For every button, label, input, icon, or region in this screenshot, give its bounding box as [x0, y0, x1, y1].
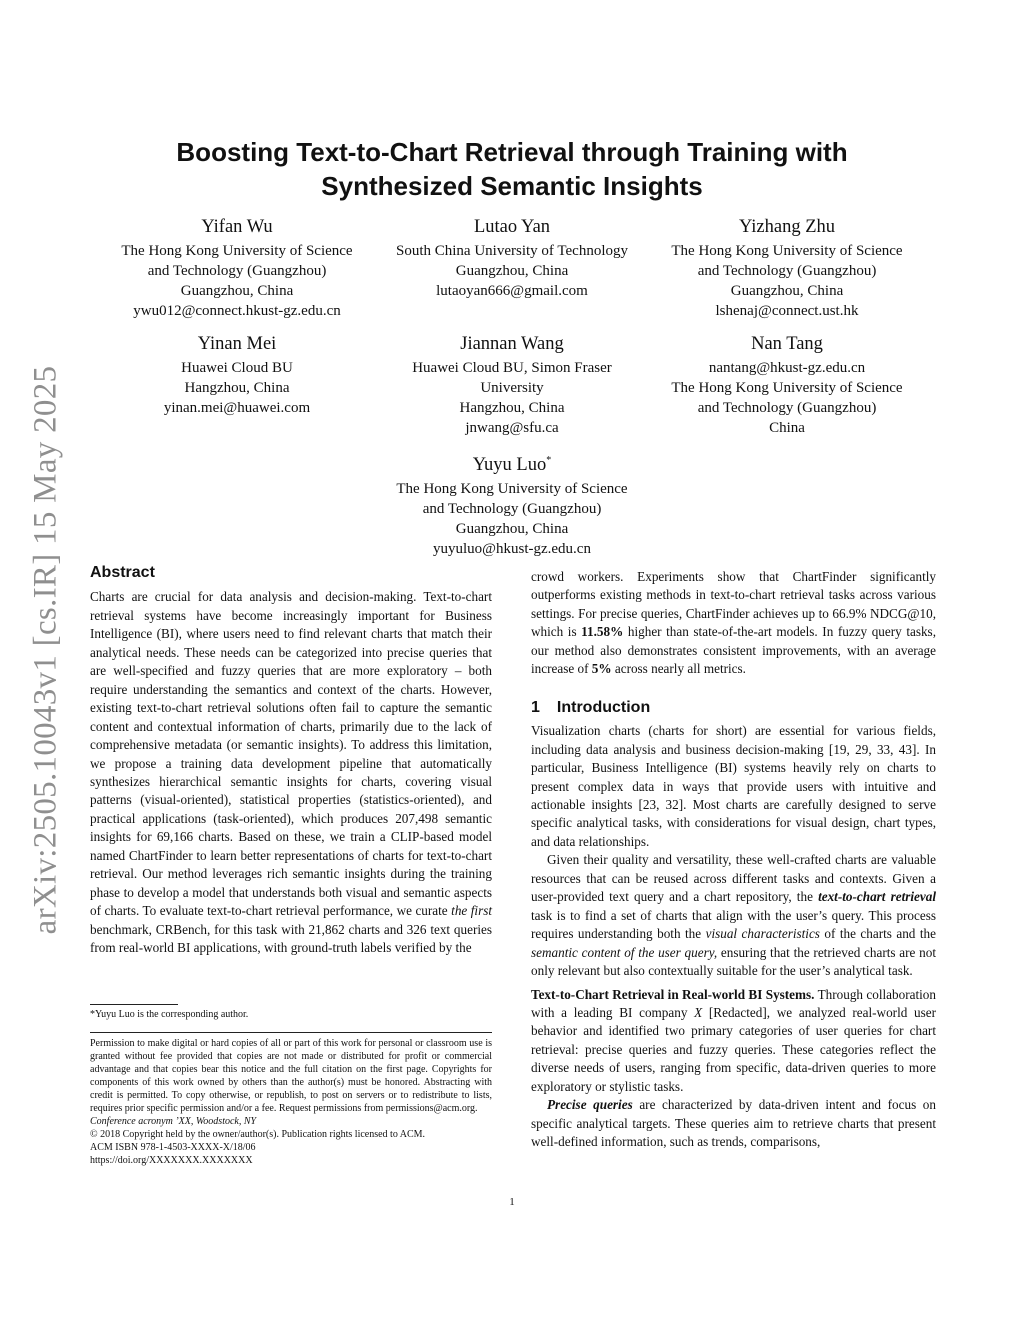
abstract-paragraph-continued [531, 568, 936, 679]
author-block [652, 333, 922, 438]
author-block [652, 216, 922, 321]
author-name [377, 450, 647, 476]
abstract-emphasis: the first [451, 903, 493, 919]
author-location: China [769, 420, 805, 436]
author-name: Nan Tang [751, 334, 823, 354]
author-location: Guangzhou, China [455, 263, 569, 279]
author-email[interactable]: lshenaj@connect.ust.hk [715, 303, 859, 319]
conference-line: Conference acronym ’XX, Woodstock, NY [90, 1116, 257, 1127]
corresponding-author-footnote: *Yuyu Luo is the corresponding author. [90, 1009, 249, 1020]
arxiv-identifier-stamp: arXiv:2505.10043v1 [cs.IR] 15 May 2025 [27, 365, 64, 935]
author-email[interactable]: yinan.mei@huawei.com [163, 400, 311, 416]
page-number: 1 [509, 1196, 515, 1208]
author-affiliation: The Hong Kong University of Science [671, 380, 903, 396]
intro-paragraph [531, 1096, 936, 1151]
company-placeholder: X [694, 1004, 703, 1020]
author-name: Jiannan Wang [460, 334, 564, 354]
abstract-paragraph [90, 588, 492, 957]
author-affiliation: The Hong Kong University of Science [121, 243, 353, 259]
intro-text: Through collaboration with a leading BI company [531, 986, 936, 1020]
intro-text: [Redacted], we analyzed real-world user behavior and identified two primary categories of user queries for chart retrieval: precise queries and fuzzy queries. These categories reflect the diverse needs of users, ranging from specific, data-driven queries to more exploratory or stylistic tasks. [531, 1004, 936, 1094]
author-location: Hangzhou, China [184, 380, 290, 396]
author-email[interactable]: yuyuluo@hkust-gz.edu.cn [433, 541, 591, 558]
intro-paragraph: Visualization charts (charts for short) are essential for various fields, including data analysis and business decision-making [19, 29, 33, 43]. In particular, Business Intelligence (BI) systems heavily rely on charts to present complex data in ways that provide users with intuitive and actionable insights [23, 32]. Most charts are carefully designed to serve specific analytical tasks, with considerations for visual design, chart types, and data relationships. [531, 723, 936, 849]
intro-emphasis: visual characteristics [705, 926, 820, 942]
permission-block [90, 1037, 492, 1167]
author-affiliation: Huawei Cloud BU, Simon Fraser [412, 360, 612, 376]
author-block [377, 216, 647, 301]
intro-term: Precise queries [547, 1097, 633, 1113]
abstract-highlight: 5% [591, 661, 612, 677]
abstract-text: across nearly all metrics. [611, 661, 746, 677]
author-affiliation: The Hong Kong University of Science [396, 481, 628, 498]
author-email[interactable]: ywu012@connect.hkust-gz.edu.cn [133, 303, 341, 319]
author-location: Guangzhou, China [455, 521, 569, 538]
intro-text: are characterized by data-driven intent and focus on specific analytical targets. These queries aim to retrieve charts that present well-defined information, such as trends, comparisons, [531, 1097, 936, 1150]
right-column [531, 568, 936, 1152]
author-affiliation: and Technology (Guangzhou) [422, 501, 602, 518]
abstract-text: Charts are crucial for data analysis and decision-making. Text-to-chart retrieval systems have become increasingly important for Business Intelligence (BI), where users need to find relevant charts that match their analytical needs. These needs can be categorized into precise queries that are well-specified and fuzzy queries that are more exploratory – both require understanding the semantics and context of the charts. However, existing text-to-chart retrieval solutions often fail to capture the semantic content and contextual information of charts, primarily due to the lack of comprehensive metadata (or semantic insights). To address this limitation, we propose a training data development pipeline that automatically synthesizes hierarchical semantic insights for charts, covering visual patterns (visual-oriented), statistical properties (statistics-oriented), and practical applications (task-oriented), which produces 207,498 semantic insights for 69,166 charts. Based on these, we train a CLIP-based model named ChartFinder to learn better representations of charts for text-to-chart retrieval. Our method leverages rich semantic insights during the training phase to develop a model that understands both visual and semantic aspects of charts. To evaluate text-to-chart retrieval performance, we curate [90, 589, 492, 919]
intro-text: task is to find a set of charts that align with the user’s query. This process requires understanding both the [531, 907, 936, 942]
footnote-rule [90, 1004, 178, 1005]
intro-text: ensuring that the retrieved charts are not only relevant but also contextually suitable for the user’s analytical task. [531, 944, 936, 979]
section-title: Introduction [556, 698, 651, 716]
author-email[interactable]: lutaoyan666@gmail.com [436, 283, 588, 299]
author-name-text: Yuyu Luo [472, 455, 547, 476]
paper-title: Boosting Text-to-Chart Retrieval through Training with Synthesized Semantic Insights [176, 137, 848, 201]
abstract-heading: Abstract [90, 564, 155, 581]
author-block [102, 216, 372, 321]
abstract-text: crowd workers. Experiments show that ChartFinder significantly outperforms existing methods in text-to-chart retrieval tasks across various settings. For precise queries, ChartFinder achieves up to 66.9% NDCG@10, which is [531, 569, 936, 640]
copyright-line: © 2018 Copyright held by the owner/author(s). Publication rights licensed to ACM. [90, 1129, 426, 1140]
author-affiliation: Huawei Cloud BU [181, 360, 293, 376]
author-email[interactable]: nantang@hkust-gz.edu.cn [708, 360, 866, 376]
abstract-text: higher than state-of-the-art models. In fuzzy query tasks, our method also demonstrates consistent improvements, with an average increase of [531, 624, 936, 677]
isbn-line: ACM ISBN 978-1-4503-XXXX-X/18/06 [90, 1142, 256, 1153]
section-number: 1 [531, 698, 540, 716]
author-affiliation: South China University of Technology [396, 243, 628, 259]
author-location: Guangzhou, China [730, 283, 844, 299]
author-block [377, 333, 647, 438]
author-name: Yizhang Zhu [738, 217, 836, 237]
author-affiliation: and Technology (Guangzhou) [147, 263, 327, 279]
corresponding-author-mark: * [546, 455, 552, 466]
paragraph-run-in-heading: Text-to-Chart Retrieval in Real-world BI Systems. [531, 986, 815, 1002]
intro-text: of the charts and the [819, 926, 936, 942]
author-affiliation: and Technology (Guangzhou) [697, 400, 877, 416]
intro-paragraph [531, 986, 936, 1097]
intro-term: text-to-chart retrieval [818, 889, 936, 905]
abstract-section [90, 564, 492, 958]
intro-text: Given their quality and versatility, these well-crafted charts are valuable resources that can be reused across different tasks and contexts. Given a user-provided text query and a chart repository, the [531, 852, 936, 905]
author-block [102, 333, 372, 418]
abstract-highlight: 11.58% [581, 624, 624, 640]
author-name: Yinan Mei [197, 334, 277, 354]
author-affiliation: University [480, 380, 544, 396]
author-name: Lutao Yan [473, 217, 551, 237]
author-affiliation: The Hong Kong University of Science [671, 243, 903, 259]
author-name: Yifan Wu [201, 217, 273, 237]
author-affiliation: and Technology (Guangzhou) [697, 263, 877, 279]
author-location: Hangzhou, China [459, 400, 565, 416]
introduction-heading [531, 699, 936, 717]
intro-paragraph [531, 851, 936, 980]
author-location: Guangzhou, China [180, 283, 294, 299]
author-email[interactable]: jnwang@sfu.ca [465, 420, 559, 436]
permission-notice: Permission to make digital or hard copies of all or part of this work for personal or classroom use is granted without fee provided that copies are not made or distributed for profit or commercial advantage and that copies bear this notice and the full citation on the first page. Copyrights for components of this work owned by others than the author(s) must be honored. Abstracting with credit is permitted. To copy otherwise, or republish, to post on servers or to redistribute to lists, requires prior specific permission and/or a fee. Request permissions from permissions@acm.org. [90, 1038, 492, 1114]
doi-link[interactable]: https://doi.org/XXXXXXX.XXXXXXX [90, 1155, 253, 1166]
permission-rule [90, 1032, 492, 1033]
abstract-text: benchmark, CRBench, for this task with 21,862 charts and 326 text queries from real-world BI applications, with ground-truth labels verified by the [90, 921, 492, 956]
author-block [377, 450, 647, 559]
intro-emphasis: semantic content of the user query, [531, 944, 718, 960]
